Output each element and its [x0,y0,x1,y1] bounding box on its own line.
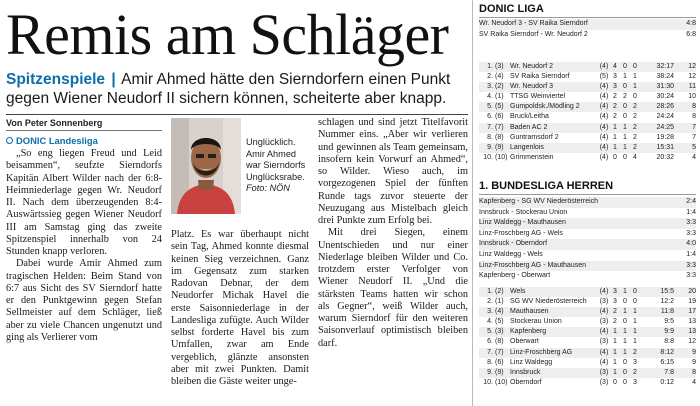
article-paragraph: Mit drei Siegen, einem Unentschieden und nur einer Niederlage bleiben Wilder und Co. trotzdem erster Verfolger von Wiener Neudorf II. „Und die stärksten Teams hatten wir schon als Gegner“, weiß Wilder auch, warum Sierndorf für den weiteren Saisonverlauf optimistisch bleiben darf. [318,227,468,349]
table-row: 3. (2) Wr. Neudorf 3 (4) 3 0 1 31:30 11 [479,82,696,92]
league-title: 1. BUNDESLIGA HERREN [479,180,614,192]
result-row: Innsbruck - Oberndorf 4:0 [479,239,696,250]
article-paragraph: schlagen und sind jetzt Titelfavorit Nummer eins. „Aber wir verlieren und gewinnen als Team gemeinsam, insofern kein Vorwurf an Ahmed“, so Wilder. Wieso auch, im vorgezogenen Spiel der fünften Runde tags zuvor steuerte der Neuzugang aus Mistelbach gleich drei Punkte zum Erfolg bei. [318,117,468,226]
table-row: 3. (4) Mauthausen (4) 2 1 1 11:8 17 [479,307,696,317]
table-row: 4. (1) TTSG Weinviertel (4) 2 2 0 30:24 10 [487,93,696,101]
article-column-1 [6,135,162,344]
caption-line: Unglücklich. [246,137,296,147]
table-row: 5. (5) Gumpoldsk./Mödling 2 (4) 2 0 2 28:26 8 [479,102,696,112]
article-paragraph: Platz. Es war überhaupt nicht sein Tag, Ahmed konnte diesmal keinen Sieg verzeichnen. Ganz im Gegensatz zum starken Radovan Debnar, der dem Neudorfer Michak Havel die erste Saisonniederlage in der Landesliga zufügte. Auch Wilder selbst forderte Havel bis zum Umfallen, zwar am Ende vergeblich, glänzte ansonsten aber mit zwei Punkten. Damit bleiben die Gäste weiter unge- [171,229,309,387]
kicker-label: Spitzenspiele [6,71,106,88]
table-row: 7. (7) Baden AC 2 (4) 1 1 2 24:25 7 [479,123,696,133]
kicker-separator: | [111,71,116,88]
table-row: 7. (7) Linz-Froschberg AG (4) 1 1 2 8:12 9 [479,348,696,358]
department-text: DONIC Landesliga [16,135,98,146]
standings-table [479,62,696,163]
table-row: 10. (10) Oberndorf (3) 0 0 3 0:12 4 [483,378,696,386]
result-row: Wr. Neudorf 3 - SV Raika Sierndorf 4:8 [479,19,696,30]
standings-table [479,287,696,388]
table-row: 8. (6) Linz Waldegg (4) 1 0 3 6:15 9 [487,358,696,366]
divider [479,194,696,195]
result-row: Kapfenberg - Oberwart 3:3 [479,272,696,280]
table-row: 9. (9) Innsbruck (3) 1 0 2 7:8 8 [479,368,696,378]
article-paragraph: „So eng liegen Freud und Leid beisammen“, seufzte Sierndorfs Kapitän Albert Wilder nach der 6:8-Heimniederlage gegen Wr. Neudorf II. Nach dem überzeugenden 8:4-Auswärtssieg gegen Wiener Neudorf III am Samstag ging das zweite Spitzenspiel innerhalb von 24 Stunden knapp verloren. [6,148,162,257]
table-row: 10. (10) Grimmenstein (4) 0 0 4 20:32 4 [483,153,696,161]
circle-icon [6,137,13,144]
results-list [479,19,696,40]
result-row: Linz-Froschberg AG - Mauthausen 3:3 [479,261,696,272]
portrait-illustration [171,118,241,214]
table-row: 6. (6) Bruck/Leitha (4) 2 0 2 24:24 8 [487,113,696,121]
headline: Remis am Schläger [6,2,449,67]
table-row: 1. (2) Wels (4) 3 1 0 15:5 20 [479,287,696,297]
league-title: DONIC LIGA [479,3,544,15]
caption-line: Unglücksrabe. [246,171,305,182]
column-divider [472,0,473,406]
byline: Von Peter Sonnenberg [6,118,103,128]
article-paragraph: Dabei wurde Amir Ahmed zum tragischen Helden: Beim Stand von 6:7 aus Sicht des SV Sierndorf hatte er den Punktgewinn gegen Stefan Sellmeister auf dem Schläger, ließ aber zu viele Chancen ungenutzt und ging als Verlierer vom [6,258,162,343]
table-row: 1. (3) Wr. Neudorf 2 (4) 4 0 0 32:17 12 [479,62,696,72]
photo-caption [246,137,310,195]
caption-line: Amir Ahmed [246,148,297,159]
caption-line: war Sierndorfs [246,160,306,171]
result-row: Innsbruck - Stockerau Union 1:4 [479,208,696,216]
department-label [6,135,162,147]
article-column-3 [318,117,468,350]
table-row: 2. (4) SV Raika Sierndorf (5) 3 1 1 38:24 12 [487,73,696,81]
result-row: Kapfenberg - SG WV Niederösterreich 2:4 [479,197,696,208]
table-row: 6. (8) Oberwart (3) 1 1 1 8:8 12 [487,338,696,346]
divider [6,114,468,115]
table-row: 2. (1) SG WV Niederösterreich (3) 3 0 0 12:2 19 [487,298,696,306]
divider [6,130,162,131]
results-list [479,197,696,282]
article-column-2 [171,229,309,388]
result-row: SV Raika Sierndorf - Wr. Neudorf 2 6:8 [479,30,696,38]
result-row: Linz Waldegg - Mauthausen 3:3 [479,218,696,229]
result-row: Linz Waldegg - Wels 1:4 [479,250,696,258]
kicker-text: Amir Ahmed hätte den Sierndorfern einen Punkt gegen Wiener Neudorf II sichern können, scheiterte aber knapp. [6,71,451,107]
table-row: 4. (5) Stockerau Union (3) 2 0 1 9:5 13 [487,318,696,326]
table-row: 8. (8) Guntramsdorf 2 (4) 1 1 2 19:28 7 [487,133,696,141]
result-row: Linz-Froschberg AG - Wels 3:3 [479,229,696,237]
article-photo [171,118,241,214]
divider [479,17,696,18]
kicker [6,70,468,108]
table-row: 5. (3) Kapfenberg (4) 1 1 1 9:9 13 [479,327,696,337]
photo-credit: Foto: NÖN [246,183,290,194]
table-row: 9. (9) Langenlois (4) 1 1 2 15:31 5 [479,143,696,153]
